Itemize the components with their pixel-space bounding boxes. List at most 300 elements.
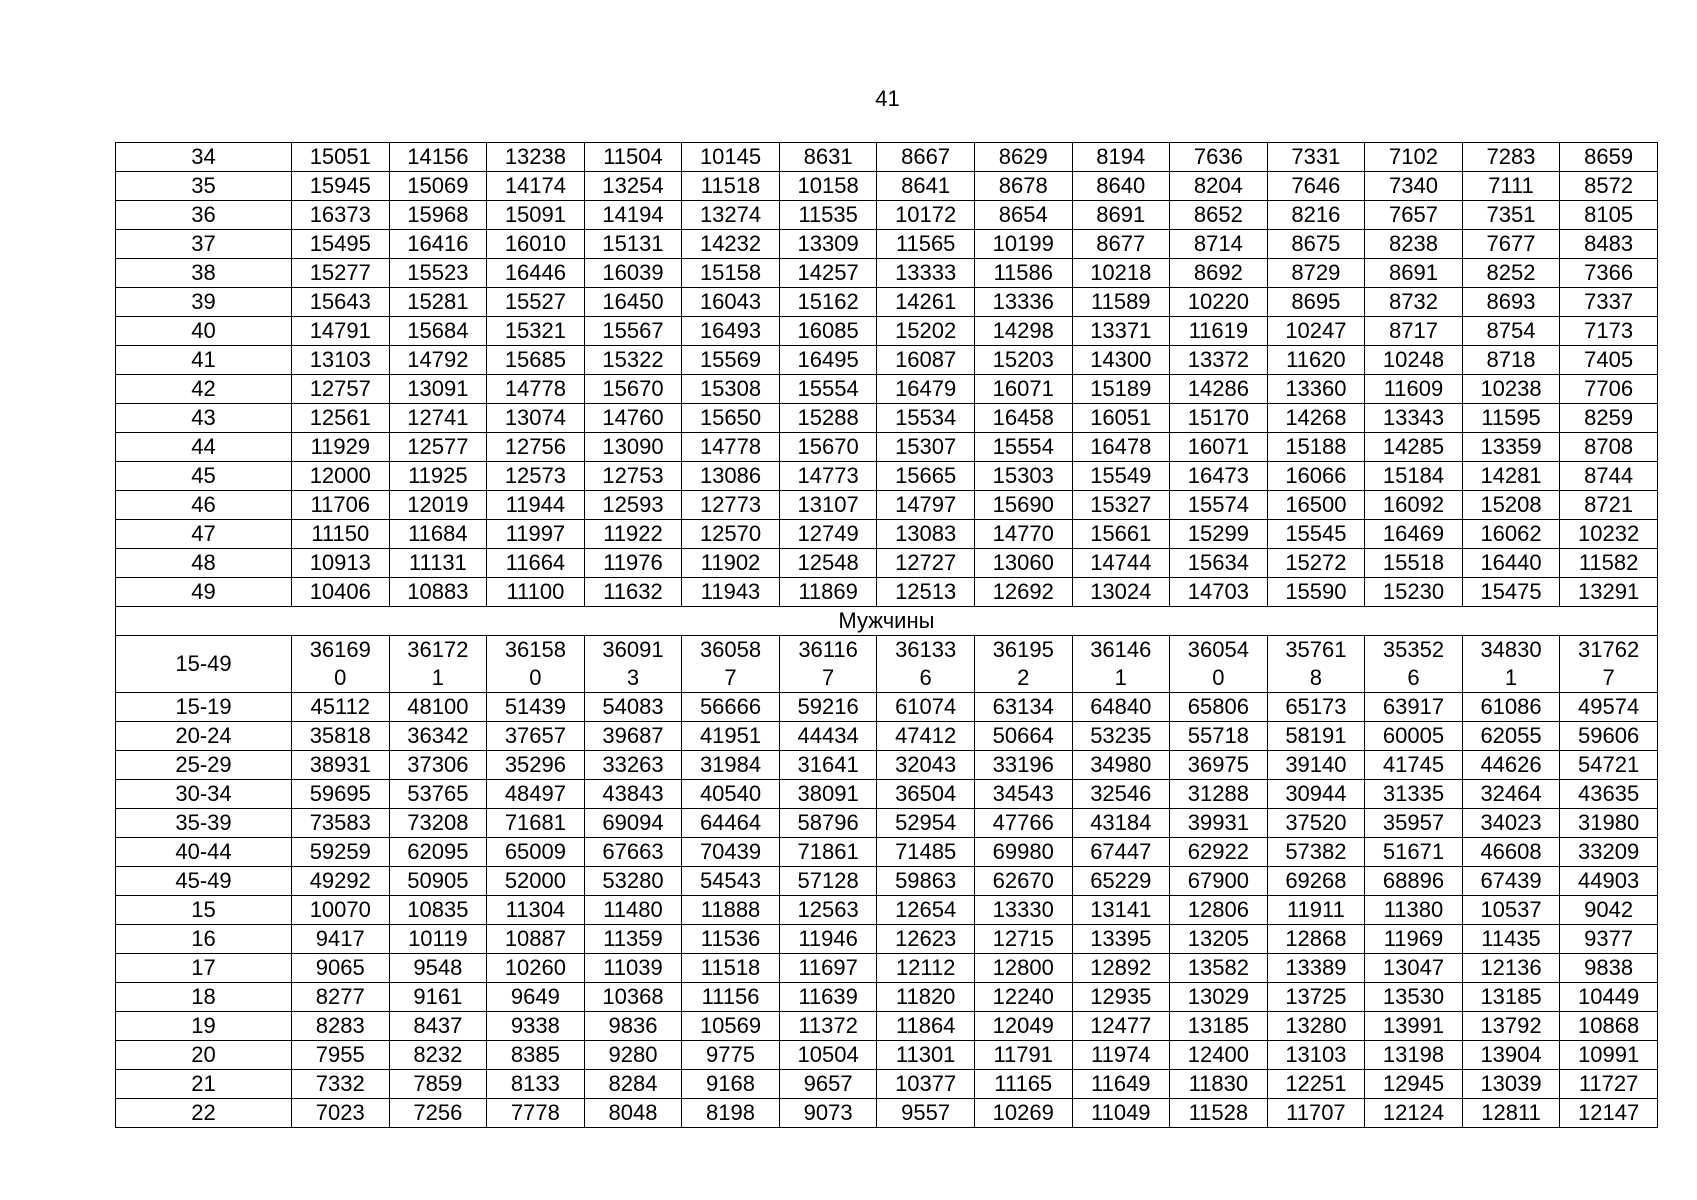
row-label: 40	[116, 317, 292, 346]
table-cell: 16473	[1170, 462, 1268, 491]
table-cell: 15523	[389, 259, 487, 288]
table-cell: 73208	[389, 809, 487, 838]
table-cell: 15495	[292, 230, 390, 259]
table-cell: 12240	[974, 983, 1072, 1012]
section-men	[116, 607, 1658, 636]
table-cell: 62055	[1462, 722, 1560, 751]
table-cell: 52000	[487, 867, 585, 896]
cell-line: 0	[529, 665, 542, 690]
table-cell: 67447	[1072, 838, 1170, 867]
table-cell: 59695	[292, 780, 390, 809]
table-cell: 15590	[1267, 578, 1365, 607]
table-cell: 14194	[584, 201, 682, 230]
cell-line: 36116	[798, 637, 858, 662]
cell-line: 1	[431, 665, 444, 690]
table-cell: 14156	[389, 143, 487, 172]
table-cell: 7283	[1462, 143, 1560, 172]
table-cell: 14744	[1072, 549, 1170, 578]
table-cell: 7331	[1267, 143, 1365, 172]
table-cell: 13185	[1170, 1012, 1268, 1041]
table-cell: 11100	[487, 578, 585, 607]
table-cell: 13359	[1462, 433, 1560, 462]
table-cell: 62922	[1170, 838, 1268, 867]
table-cell: 11565	[877, 230, 975, 259]
table-cell: 14281	[1462, 462, 1560, 491]
table-cell: 11049	[1072, 1099, 1170, 1128]
table-cell: 13039	[1462, 1070, 1560, 1099]
table-cell: 14257	[779, 259, 877, 288]
table-cell: 13333	[877, 259, 975, 288]
table-cell: 51439	[487, 693, 585, 722]
table-cell: 49574	[1560, 693, 1658, 722]
table-cell: 14778	[487, 375, 585, 404]
table-cell: 15670	[584, 375, 682, 404]
table-cell: 8641	[877, 172, 975, 201]
table-cell: 10377	[877, 1070, 975, 1099]
table-cell: 11727	[1560, 1070, 1658, 1099]
table-cell: 11632	[584, 578, 682, 607]
table-cell: 61086	[1462, 693, 1560, 722]
table-cell: 15968	[389, 201, 487, 230]
table-cell: 14174	[487, 172, 585, 201]
table-cell: 39140	[1267, 751, 1365, 780]
table-cell: 11664	[487, 549, 585, 578]
table-cell: 10220	[1170, 288, 1268, 317]
table-cell: 12806	[1170, 896, 1268, 925]
table-cell: 15272	[1267, 549, 1365, 578]
table-cell: 47412	[877, 722, 975, 751]
row-label: 36	[116, 201, 292, 230]
table-cell: 8283	[292, 1012, 390, 1041]
table-cell	[779, 636, 877, 693]
section-header-row	[116, 607, 1658, 636]
table-cell	[1170, 636, 1268, 693]
table-cell: 37520	[1267, 809, 1365, 838]
table-cell: 15131	[584, 230, 682, 259]
table-cell: 12654	[877, 896, 975, 925]
table-row	[116, 172, 1658, 201]
table-cell: 14773	[779, 462, 877, 491]
table-cell: 7677	[1462, 230, 1560, 259]
table-cell: 15208	[1462, 491, 1560, 520]
cell-line: 7	[1602, 665, 1615, 690]
table-cell: 37306	[389, 751, 487, 780]
table-cell	[487, 636, 585, 693]
table-cell: 67900	[1170, 867, 1268, 896]
table-cell: 65173	[1267, 693, 1365, 722]
table-row	[116, 722, 1658, 751]
table-cell: 7340	[1365, 172, 1463, 201]
table-cell: 14268	[1267, 404, 1365, 433]
table-cell: 14300	[1072, 346, 1170, 375]
table-cell: 52954	[877, 809, 975, 838]
table-cell: 10119	[389, 925, 487, 954]
table-cell: 10569	[682, 1012, 780, 1041]
table-cell: 59863	[877, 867, 975, 896]
cell-line: 36169	[309, 637, 371, 662]
table-cell: 14778	[682, 433, 780, 462]
table-row	[116, 201, 1658, 230]
table-row	[116, 1099, 1658, 1128]
cell-line: 6	[1407, 665, 1420, 690]
table-cell: 63134	[974, 693, 1072, 722]
table-cell: 11535	[779, 201, 877, 230]
table-cell: 11997	[487, 520, 585, 549]
table-cell: 11595	[1462, 404, 1560, 433]
row-label: 25-29	[116, 751, 292, 780]
table-total-row	[116, 636, 1658, 693]
table-cell: 11820	[877, 983, 975, 1012]
table-cell: 11156	[682, 983, 780, 1012]
table-cell: 12112	[877, 954, 975, 983]
table-cell: 11791	[974, 1041, 1072, 1070]
table-cell: 12049	[974, 1012, 1072, 1041]
table-cell: 11639	[779, 983, 877, 1012]
table-cell: 11869	[779, 578, 877, 607]
table-cell: 12773	[682, 491, 780, 520]
table-row	[116, 1070, 1658, 1099]
table-cell: 13198	[1365, 1041, 1463, 1070]
table-cell: 15650	[682, 404, 780, 433]
cell-line: 36058	[699, 637, 762, 662]
table-cell: 7405	[1560, 346, 1658, 375]
table-cell: 10449	[1560, 983, 1658, 1012]
table-cell: 11944	[487, 491, 585, 520]
table-cell: 11131	[389, 549, 487, 578]
table-cell: 43843	[584, 780, 682, 809]
table-cell: 12548	[779, 549, 877, 578]
table-cell: 50664	[974, 722, 1072, 751]
row-label: 46	[116, 491, 292, 520]
table-body-top	[116, 143, 1658, 607]
row-label: 18	[116, 983, 292, 1012]
row-label: 44	[116, 433, 292, 462]
row-label: 17	[116, 954, 292, 983]
table-cell: 13372	[1170, 346, 1268, 375]
table-cell: 30944	[1267, 780, 1365, 809]
table-cell: 14232	[682, 230, 780, 259]
cell-line: 6	[919, 665, 932, 690]
table-cell: 71681	[487, 809, 585, 838]
table-cell: 16092	[1365, 491, 1463, 520]
table-cell: 9338	[487, 1012, 585, 1041]
table-cell: 8194	[1072, 143, 1170, 172]
table-cell: 16416	[389, 230, 487, 259]
row-label: 39	[116, 288, 292, 317]
table-row	[116, 317, 1658, 346]
table-cell: 13238	[487, 143, 585, 172]
table-cell: 11518	[682, 172, 780, 201]
table-cell: 15091	[487, 201, 585, 230]
table-cell: 10368	[584, 983, 682, 1012]
table-cell: 12753	[584, 462, 682, 491]
row-label: 37	[116, 230, 292, 259]
table-cell: 8677	[1072, 230, 1170, 259]
table-cell: 12124	[1365, 1099, 1463, 1128]
table-cell: 7706	[1560, 375, 1658, 404]
table-cell: 8198	[682, 1099, 780, 1128]
table-cell: 10199	[974, 230, 1072, 259]
table-cell: 15203	[974, 346, 1072, 375]
table-cell: 8483	[1560, 230, 1658, 259]
table-cell: 15321	[487, 317, 585, 346]
table-cell: 32546	[1072, 780, 1170, 809]
cell-line: 34830	[1480, 637, 1542, 662]
table-cell: 31980	[1560, 809, 1658, 838]
table-cell: 11518	[682, 954, 780, 983]
table-cell: 10269	[974, 1099, 1072, 1128]
table-cell: 15281	[389, 288, 487, 317]
table-cell: 15670	[779, 433, 877, 462]
table-cell: 13360	[1267, 375, 1365, 404]
table-row	[116, 259, 1658, 288]
cell-line: 2	[1017, 665, 1030, 690]
table-cell: 34023	[1462, 809, 1560, 838]
row-label: 20	[116, 1041, 292, 1070]
table-cell: 10887	[487, 925, 585, 954]
table-cell: 8714	[1170, 230, 1268, 259]
table-cell: 11589	[1072, 288, 1170, 317]
population-table	[115, 142, 1658, 1128]
table-row	[116, 143, 1658, 172]
table-cell: 15549	[1072, 462, 1170, 491]
table-cell: 8640	[1072, 172, 1170, 201]
table-cell: 8717	[1365, 317, 1463, 346]
table-cell: 55718	[1170, 722, 1268, 751]
table-cell: 11864	[877, 1012, 975, 1041]
row-label: 16	[116, 925, 292, 954]
table-cell: 16478	[1072, 433, 1170, 462]
table-cell: 15277	[292, 259, 390, 288]
table-cell: 11380	[1365, 896, 1463, 925]
table-cell: 10158	[779, 172, 877, 201]
table-cell: 69980	[974, 838, 1072, 867]
table-cell: 7636	[1170, 143, 1268, 172]
table-cell: 15643	[292, 288, 390, 317]
table-cell: 13792	[1462, 1012, 1560, 1041]
table-cell: 11435	[1462, 925, 1560, 954]
table-cell: 7366	[1560, 259, 1658, 288]
table-cell: 51671	[1365, 838, 1463, 867]
table-cell: 15475	[1462, 578, 1560, 607]
table-cell	[389, 636, 487, 693]
row-label: 45	[116, 462, 292, 491]
table-cell: 13074	[487, 404, 585, 433]
table-cell: 15170	[1170, 404, 1268, 433]
table-cell: 8652	[1170, 201, 1268, 230]
table-cell: 7646	[1267, 172, 1365, 201]
table-cell: 34980	[1072, 751, 1170, 780]
table-cell: 9168	[682, 1070, 780, 1099]
table-cell: 8572	[1560, 172, 1658, 201]
table-cell: 39687	[584, 722, 682, 751]
table-cell: 12756	[487, 433, 585, 462]
table-cell: 46608	[1462, 838, 1560, 867]
table-cell: 12892	[1072, 954, 1170, 983]
table-row	[116, 462, 1658, 491]
table-cell: 8754	[1462, 317, 1560, 346]
table-cell: 67663	[584, 838, 682, 867]
table-cell: 10248	[1365, 346, 1463, 375]
table-cell: 10835	[389, 896, 487, 925]
table-cell: 14791	[292, 317, 390, 346]
table-cell: 13309	[779, 230, 877, 259]
table-cell: 15299	[1170, 520, 1268, 549]
table-row	[116, 578, 1658, 607]
table-cell: 12147	[1560, 1099, 1658, 1128]
table-cell: 16469	[1365, 520, 1463, 549]
table-cell: 60005	[1365, 722, 1463, 751]
table-cell: 12715	[974, 925, 1072, 954]
cell-line: 31762	[1578, 637, 1640, 662]
table-cell: 8252	[1462, 259, 1560, 288]
table-cell: 11649	[1072, 1070, 1170, 1099]
table-cell: 36504	[877, 780, 975, 809]
table-cell: 12000	[292, 462, 390, 491]
table-cell: 12019	[389, 491, 487, 520]
table-cell: 14797	[877, 491, 975, 520]
table-cell: 11706	[292, 491, 390, 520]
table-cell: 10247	[1267, 317, 1365, 346]
section-label: Мужчины	[116, 607, 1658, 636]
table-cell: 15690	[974, 491, 1072, 520]
table-cell: 13024	[1072, 578, 1170, 607]
table-cell: 7173	[1560, 317, 1658, 346]
table-cell: 13991	[1365, 1012, 1463, 1041]
table-cell: 15665	[877, 462, 975, 491]
table-cell: 11976	[584, 549, 682, 578]
row-label: 48	[116, 549, 292, 578]
table-cell: 53235	[1072, 722, 1170, 751]
table-cell	[1072, 636, 1170, 693]
table-cell: 16493	[682, 317, 780, 346]
table-cell: 12868	[1267, 925, 1365, 954]
table-cell: 12935	[1072, 983, 1170, 1012]
table-cell: 8259	[1560, 404, 1658, 433]
table-cell: 39931	[1170, 809, 1268, 838]
table-cell: 13530	[1365, 983, 1463, 1012]
table-cell: 11946	[779, 925, 877, 954]
table-cell: 12577	[389, 433, 487, 462]
cell-line: 1	[1114, 665, 1127, 690]
table-cell: 33209	[1560, 838, 1658, 867]
table-cell: 15308	[682, 375, 780, 404]
cell-line: 36172	[407, 637, 469, 662]
table-cell: 13185	[1462, 983, 1560, 1012]
row-label: 19	[116, 1012, 292, 1041]
table-cell: 13103	[292, 346, 390, 375]
table-cell: 8284	[584, 1070, 682, 1099]
table-cell: 12727	[877, 549, 975, 578]
table-cell: 16010	[487, 230, 585, 259]
table-cell: 33196	[974, 751, 1072, 780]
table-cell: 12251	[1267, 1070, 1365, 1099]
table-cell: 13336	[974, 288, 1072, 317]
table-cell: 12741	[389, 404, 487, 433]
table-cell: 9042	[1560, 896, 1658, 925]
table-cell: 13371	[1072, 317, 1170, 346]
row-label: 15	[116, 896, 292, 925]
table-cell: 15554	[974, 433, 1072, 462]
table-cell: 16440	[1462, 549, 1560, 578]
table-cell: 11582	[1560, 549, 1658, 578]
table-cell: 10991	[1560, 1041, 1658, 1070]
table-cell: 8692	[1170, 259, 1268, 288]
table-cell	[1267, 636, 1365, 693]
table-cell: 65229	[1072, 867, 1170, 896]
table-cell: 13205	[1170, 925, 1268, 954]
table-cell: 16495	[779, 346, 877, 375]
table-cell: 11969	[1365, 925, 1463, 954]
table-cell: 44626	[1462, 751, 1560, 780]
table-cell: 62670	[974, 867, 1072, 896]
table-cell: 11619	[1170, 317, 1268, 346]
table-cell: 14261	[877, 288, 975, 317]
table-cell: 47766	[974, 809, 1072, 838]
table-cell: 35296	[487, 751, 585, 780]
table-cell: 8238	[1365, 230, 1463, 259]
table-cell: 13060	[974, 549, 1072, 578]
table-cell: 11480	[584, 896, 682, 925]
table-cell: 48100	[389, 693, 487, 722]
table-row	[116, 520, 1658, 549]
table-cell: 8678	[974, 172, 1072, 201]
table-cell: 15661	[1072, 520, 1170, 549]
table-cell: 16373	[292, 201, 390, 230]
table-cell: 48497	[487, 780, 585, 809]
table-cell: 8105	[1560, 201, 1658, 230]
table-cell: 12945	[1365, 1070, 1463, 1099]
table-cell: 10070	[292, 896, 390, 925]
table-cell: 15069	[389, 172, 487, 201]
cell-line: 36195	[992, 637, 1054, 662]
table-cell: 35957	[1365, 809, 1463, 838]
table-cell: 16085	[779, 317, 877, 346]
table-cell: 14298	[974, 317, 1072, 346]
table-cell: 11684	[389, 520, 487, 549]
table-cell: 9073	[779, 1099, 877, 1128]
table-row	[116, 867, 1658, 896]
table-cell: 11359	[584, 925, 682, 954]
table-cell: 11301	[877, 1041, 975, 1070]
table-row	[116, 838, 1658, 867]
table-row	[116, 375, 1658, 404]
table-cell: 11609	[1365, 375, 1463, 404]
table-cell: 16051	[1072, 404, 1170, 433]
table-cell: 56666	[682, 693, 780, 722]
table-row	[116, 491, 1658, 520]
table-cell: 12563	[779, 896, 877, 925]
table-cell: 15189	[1072, 375, 1170, 404]
table-row	[116, 954, 1658, 983]
table-cell: 13274	[682, 201, 780, 230]
row-label: 45-49	[116, 867, 292, 896]
cell-line: 7	[821, 665, 835, 690]
table-cell: 9065	[292, 954, 390, 983]
table-cell: 31335	[1365, 780, 1463, 809]
table-cell: 8667	[877, 143, 975, 172]
table-cell	[1560, 636, 1658, 693]
table-row	[116, 230, 1658, 259]
table-cell: 11707	[1267, 1099, 1365, 1128]
table-cell: 13107	[779, 491, 877, 520]
table-cell: 15202	[877, 317, 975, 346]
row-label: 42	[116, 375, 292, 404]
row-label: 15-49	[116, 636, 292, 693]
table-cell: 8659	[1560, 143, 1658, 172]
table-cell: 54543	[682, 867, 780, 896]
cell-line: 36054	[1187, 637, 1249, 662]
